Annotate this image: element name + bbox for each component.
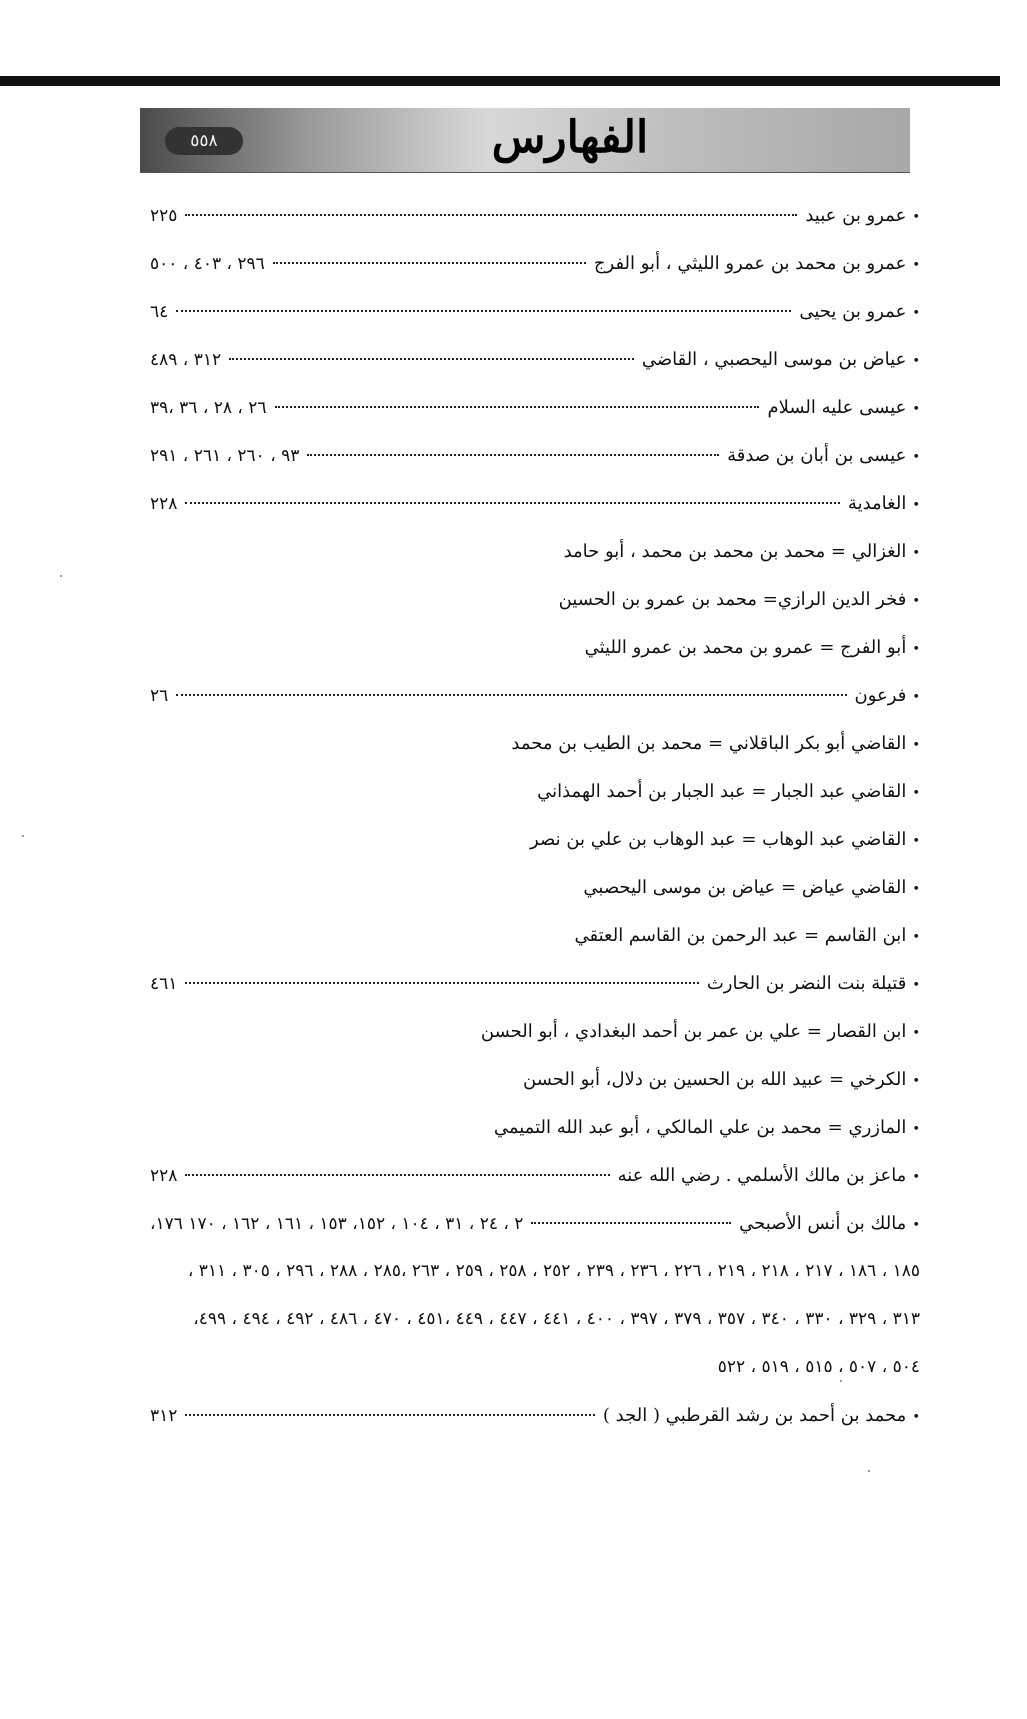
entry-name: عياض بن موسى اليحصبي ، القاضي <box>641 349 907 370</box>
scan-speck <box>22 835 24 837</box>
bullet-icon: • <box>912 738 920 753</box>
index-entry <box>150 1405 920 1453</box>
dot-leader <box>185 1174 609 1176</box>
entry-pages: ٢٩٦ ، ٤٠٣ ، ٥٠٠ <box>150 254 265 274</box>
entry-name: القاضي عياض = عياض بن موسى اليحصبي <box>583 877 907 898</box>
dot-leader <box>531 1222 731 1224</box>
bullet-icon: • <box>912 258 920 273</box>
index-entry <box>150 685 920 733</box>
bullet-icon: • <box>912 642 920 657</box>
bullet-icon: • <box>912 834 920 849</box>
index-entry <box>150 733 920 781</box>
entry-continuation: ١٨٥ ، ١٨٦ ، ٢١٧ ، ٢١٨ ، ٢١٩ ، ٢٢٦ ، ٢٣٦ ، ٢٣٩ ، ٢٥٢ ، ٢٥٨ ، ٢٥٩ ، ٢٦٣ ،٢٨٥ ، ٢٨٨ ، ٢٩٦ ، ٣٠٥ ، ٣١١ ، <box>187 1261 920 1281</box>
entry-name: مالك بن أنس الأصبحي <box>739 1213 907 1234</box>
index-entry <box>150 1021 920 1069</box>
index-entry <box>150 1117 920 1165</box>
entry-pages: ٢٦ ، ٢٨ ، ٣٦ ،٣٩ <box>150 398 267 418</box>
index-entry <box>150 925 920 973</box>
bullet-icon: • <box>912 1122 920 1137</box>
dot-leader <box>176 694 846 696</box>
page-title: الفهارس <box>491 112 649 163</box>
entry-pages: ٢ ، ٢٤ ، ٣١ ، ١٠٤ ، ١٥٢، ١٥٣ ، ١٦١ ، ١٦٢ ، ١٧٠ ١٧٦، <box>150 1214 524 1234</box>
dot-leader <box>307 454 719 456</box>
entry-pages: ٩٣ ، ٢٦٠ ، ٢٦١ ، ٢٩١ <box>150 446 300 466</box>
bullet-icon: • <box>912 1074 920 1089</box>
bullet-icon: • <box>912 1218 920 1233</box>
index-entry <box>150 589 920 637</box>
index-entry <box>150 349 920 397</box>
dot-leader <box>185 502 840 504</box>
entry-name: قتيلة بنت النضر بن الحارث <box>706 973 907 994</box>
dot-leader <box>176 310 791 312</box>
dot-leader <box>273 262 586 264</box>
top-rule <box>0 76 1000 86</box>
dot-leader <box>275 406 760 408</box>
entry-pages: ٢٦ <box>150 686 169 706</box>
entry-name: الغزالي = محمد بن محمد بن محمد ، أبو حامد <box>563 541 907 562</box>
index-entry <box>150 781 920 829</box>
bullet-icon: • <box>912 1170 920 1185</box>
entry-name: القاضي عبد الوهاب = عبد الوهاب بن علي بن نصر <box>530 829 907 850</box>
index-entry <box>150 1213 920 1261</box>
index-entry <box>150 1069 920 1117</box>
bullet-icon: • <box>912 1410 920 1425</box>
entry-name: عيسى عليه السلام <box>767 397 907 418</box>
entry-name: ابن القصار = علي بن عمر بن أحمد البغدادي ، أبو الحسن <box>480 1021 907 1042</box>
entry-pages: ٣١٢ <box>150 1406 178 1426</box>
scan-speck <box>60 575 62 577</box>
bullet-icon: • <box>912 930 920 945</box>
entry-name: ماعز بن مالك الأسلمي . رضي الله عنه <box>617 1165 907 1186</box>
index-entry <box>150 397 920 445</box>
entry-name: القاضي أبو بكر الباقلاني = محمد بن الطيب بن محمد <box>511 733 907 754</box>
entry-name: عيسى بن أبان بن صدقة <box>727 445 907 466</box>
index-entry <box>150 205 920 253</box>
entry-name: فخر الدين الرازي= محمد بن عمرو بن الحسين <box>558 589 907 610</box>
dot-leader <box>229 358 634 360</box>
index-entry <box>150 301 920 349</box>
index-entry <box>150 541 920 589</box>
index-entry <box>150 829 920 877</box>
index-entry <box>150 1165 920 1213</box>
entry-pages: ٢٢٨ <box>150 494 178 514</box>
index-entry <box>150 493 920 541</box>
scan-speck <box>840 1380 842 1382</box>
bullet-icon: • <box>912 306 920 321</box>
entry-name: فرعون <box>854 685 907 706</box>
entry-pages: ٢٢٨ <box>150 1166 178 1186</box>
entry-name: عمرو بن محمد بن عمرو الليثي ، أبو الفرج <box>593 253 907 274</box>
entry-continuation: ٥٠٤ ، ٥٠٧ ، ٥١٥ ، ٥١٩ ، ٥٢٢ <box>717 1357 920 1377</box>
index-entry <box>150 973 920 1021</box>
entry-name: الكرخي = عبيد الله بن الحسين بن دلال، أبو الحسن <box>523 1069 907 1090</box>
bullet-icon: • <box>912 402 920 417</box>
bullet-icon: • <box>912 546 920 561</box>
entry-name: القاضي عبد الجبار = عبد الجبار بن أحمد الهمذاني <box>537 781 907 802</box>
entry-name: عمرو بن عبيد <box>805 205 907 226</box>
index-entry <box>150 445 920 493</box>
bullet-icon: • <box>912 882 920 897</box>
index-list <box>150 205 920 1453</box>
index-entry <box>150 253 920 301</box>
entry-pages: ٢٢٥ <box>150 206 178 226</box>
bullet-icon: • <box>912 354 920 369</box>
bullet-icon: • <box>912 594 920 609</box>
entry-pages: ٤٦١ <box>150 974 178 994</box>
entry-name: أبو الفرج = عمرو بن محمد بن عمرو الليثي <box>584 637 907 658</box>
entry-pages: ٣١٢ ، ٤٨٩ <box>150 350 222 370</box>
dot-leader <box>185 1414 595 1416</box>
dot-leader <box>185 214 797 216</box>
entry-name: الغامدية <box>847 493 907 514</box>
entry-name: المازري = محمد بن علي المالكي ، أبو عبد الله التميمي <box>493 1117 907 1138</box>
entry-name: عمرو بن يحيى <box>799 301 907 322</box>
page-number: ٥٥٨ <box>165 127 243 155</box>
dot-leader <box>185 982 698 984</box>
bullet-icon: • <box>912 786 920 801</box>
bullet-icon: • <box>912 978 920 993</box>
entry-name: محمد بن أحمد بن رشد القرطبي ( الجد ) <box>602 1405 907 1426</box>
bullet-icon: • <box>912 210 920 225</box>
index-entry <box>150 877 920 925</box>
bullet-icon: • <box>912 450 920 465</box>
bullet-icon: • <box>912 1026 920 1041</box>
entry-continuation: ٣١٣ ، ٣٢٩ ، ٣٣٠ ، ٣٤٠ ، ٣٥٧ ، ٣٧٩ ، ٣٩٧ ، ٤٠٠ ، ٤٤١ ، ٤٤٧ ، ٤٤٩ ،٤٥١ ، ٤٧٠ ، ٤٨٦ ، ٤٩٢ ، ٤٩٤ ، ٤٩٩، <box>193 1309 920 1329</box>
entry-name: ابن القاسم = عبد الرحمن بن القاسم العتقي <box>574 925 907 946</box>
bullet-icon: • <box>912 690 920 705</box>
entry-pages: ٦٤ <box>150 302 169 322</box>
scan-speck <box>868 1470 870 1472</box>
index-entry <box>150 637 920 685</box>
bullet-icon: • <box>912 498 920 513</box>
